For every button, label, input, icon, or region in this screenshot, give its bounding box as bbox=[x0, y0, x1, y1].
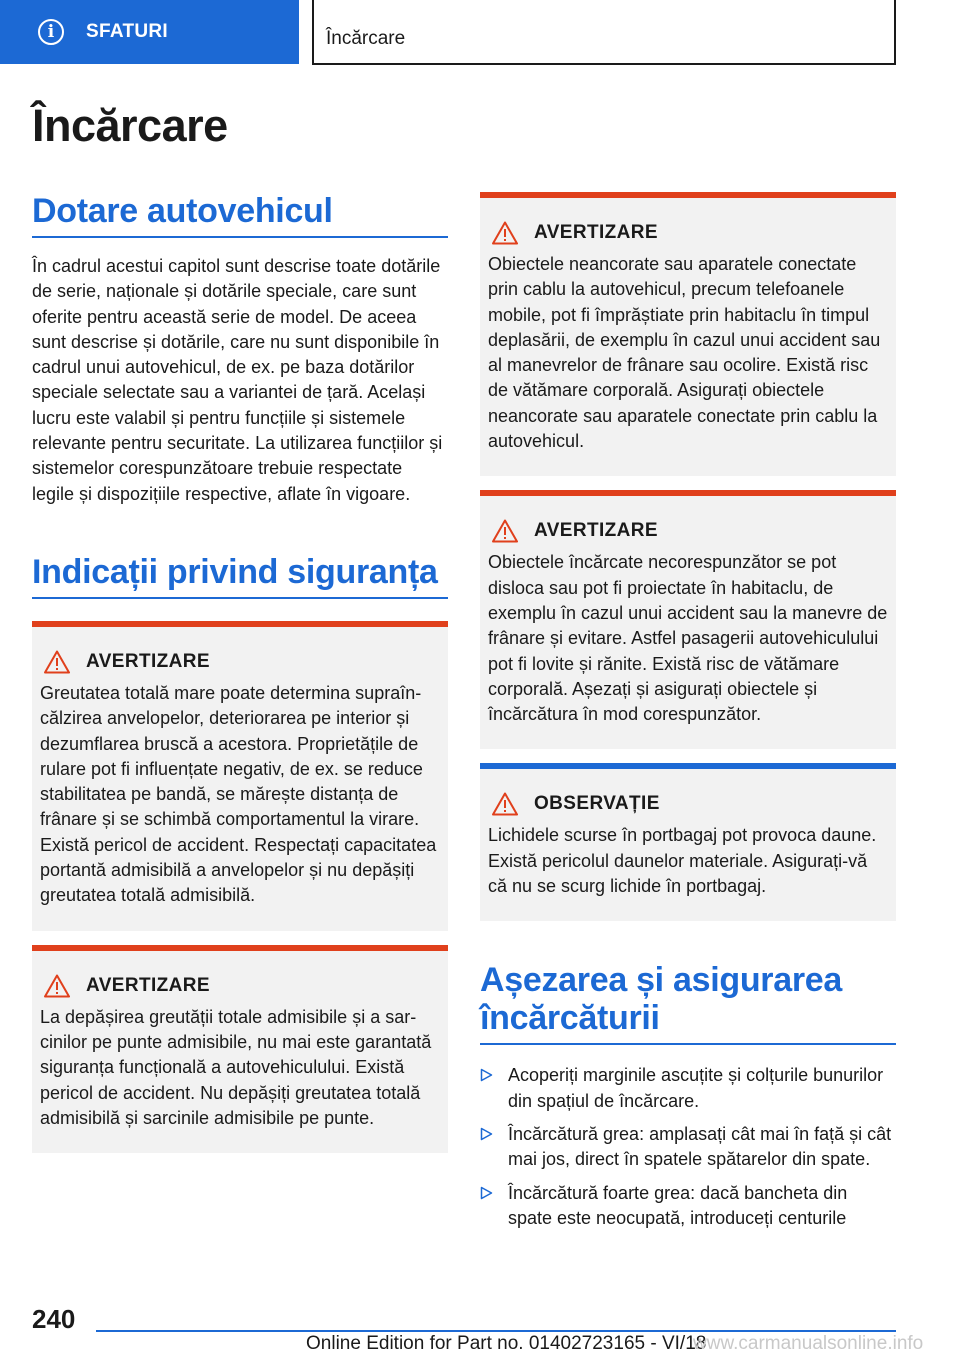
info-icon: i bbox=[38, 19, 64, 45]
warning-title: AVERTIZARE bbox=[534, 520, 658, 542]
section-heading-siguranta: Indicații privind siguranța bbox=[32, 553, 448, 599]
warning-title: AVERTIZARE bbox=[534, 222, 658, 243]
list-item bbox=[480, 1063, 896, 1114]
warning-triangle-icon bbox=[44, 974, 70, 998]
warning-box bbox=[32, 621, 448, 931]
footer-watermark[interactable]: www.carmanualsonline.info bbox=[693, 1333, 924, 1354]
list-item-text: Încărcătură grea: amplasați cât mai în față și cât mai jos, direct în spatele spătarelor din spate. bbox=[508, 1123, 892, 1170]
footer-edition: Online Edition for Part no. 01402723165 - VI/18 bbox=[306, 1333, 707, 1354]
header-tab[interactable] bbox=[0, 0, 299, 64]
notice-title: OBSERVAȚIE bbox=[534, 793, 660, 815]
warning-text: Obiectele neancorate sau aparatele conectate prin cablu la autovehicul, precum telefoanele mobile, pot fi împrăștiate prin habitaclu în timpul deplasării, de exemplu în cazul unui accident sau al manevrelor de frânare sau ocolire. Există risc de vătămare corporală. Asigurați obiectele neancorate sau aparatele conectate prin cablu la autovehicul. bbox=[488, 254, 881, 452]
load-securing-list bbox=[480, 1063, 896, 1231]
warning-title: AVERTIZARE bbox=[86, 650, 210, 672]
list-item bbox=[480, 1181, 896, 1232]
warning-triangle-icon bbox=[492, 221, 518, 245]
warning-box bbox=[32, 945, 448, 1153]
triangle-bullet-icon bbox=[480, 1127, 493, 1141]
intro-paragraph: În cadrul acestui capitol sunt descrise toate dotările de serie, naționale și dotările speciale, care sunt oferite pentru această serie de model. De aceea sunt descrise și dotările, care nu sunt disponibile în cadrul unui autovehicul, de ex. pe baza dotărilor speciale selectate sau a variantei de țară. Același lucru este valabil și pentru funcțiile și sistemele relevante pentru securitate. La utilizarea funcțiilor și sistemelor corespunzătoare trebuie respectate legile și dispozițiile respective, aflate în vigoare. bbox=[32, 256, 443, 504]
footer-divider bbox=[96, 1330, 896, 1332]
warning-triangle-icon bbox=[44, 650, 70, 674]
list-item bbox=[480, 1122, 896, 1173]
warning-text: Obiectele încărcate necorespunzător se pot disloca sau pot fi proiectate în habitaclu, de exemplu în cazul unui accident sau la manevre de frânare și evitare. Astfel pasagerii autovehiculului pot fi lovite și rănite. Există risc de vătămare corporală. Așezați și asigurați obiectele și încărcătura în mod corespunzător. bbox=[488, 552, 888, 725]
triangle-bullet-icon bbox=[480, 1186, 493, 1200]
right-column bbox=[480, 192, 896, 1239]
warning-text: Greutatea totală mare poate determina supraîncălzirea anvelopelor, deteriorarea pe interior și dezumflarea bruscă a acestora. Proprietățile de rulare pot fi influențate negativ, de ex. se reduce stabilitatea pe bandă, se mărește distanța de frânare și se schimbă comportamentul la virare. Există pericol de accident. Respectați capacitatea portantă admisibilă a anvelopelor și nu depășiți greutatea totală admisibilă. bbox=[40, 682, 437, 906]
warning-title: AVERTIZARE bbox=[86, 974, 210, 996]
section-heading-asezarea: Așezarea și asigurarea încărcăturii bbox=[480, 961, 896, 1045]
list-item-text: Încărcătură foarte grea: dacă bancheta din spate este neocupată, introduceți centurile bbox=[508, 1182, 848, 1228]
page-title: Încărcare bbox=[32, 100, 228, 151]
warning-text: La depășirea greutății totale admisibile și a sarcinilor pe punte admisibile, nu mai este garantată siguranța funcțională a autovehiculului. Există pericol de accident. Nu depășiți greutatea totală admisibilă și sarcinile admisibile pe punte. bbox=[40, 1006, 432, 1128]
notice-triangle-icon bbox=[492, 792, 518, 816]
header-chapter-title: Încărcare bbox=[312, 0, 896, 65]
triangle-bullet-icon bbox=[480, 1068, 493, 1082]
notice-box bbox=[480, 763, 896, 921]
warning-box bbox=[480, 490, 896, 749]
left-column bbox=[32, 192, 448, 1153]
notice-text: Lichidele scurse în portbagaj pot provoca daune. Există pericolul daunelor materiale. Asigurați-vă că nu se scurg lichide în portbagaj. bbox=[488, 825, 877, 897]
section-heading-dotare: Dotare autovehicul bbox=[32, 192, 448, 238]
page-number: 240 bbox=[32, 1304, 76, 1334]
warning-triangle-icon bbox=[492, 519, 518, 543]
list-item-text: Acoperiți marginile ascuțite și colțurile bunurilor din spațiul de încărcare. bbox=[508, 1065, 884, 1111]
header-tab-label: SFATURI bbox=[86, 21, 168, 42]
warning-box bbox=[480, 192, 896, 476]
